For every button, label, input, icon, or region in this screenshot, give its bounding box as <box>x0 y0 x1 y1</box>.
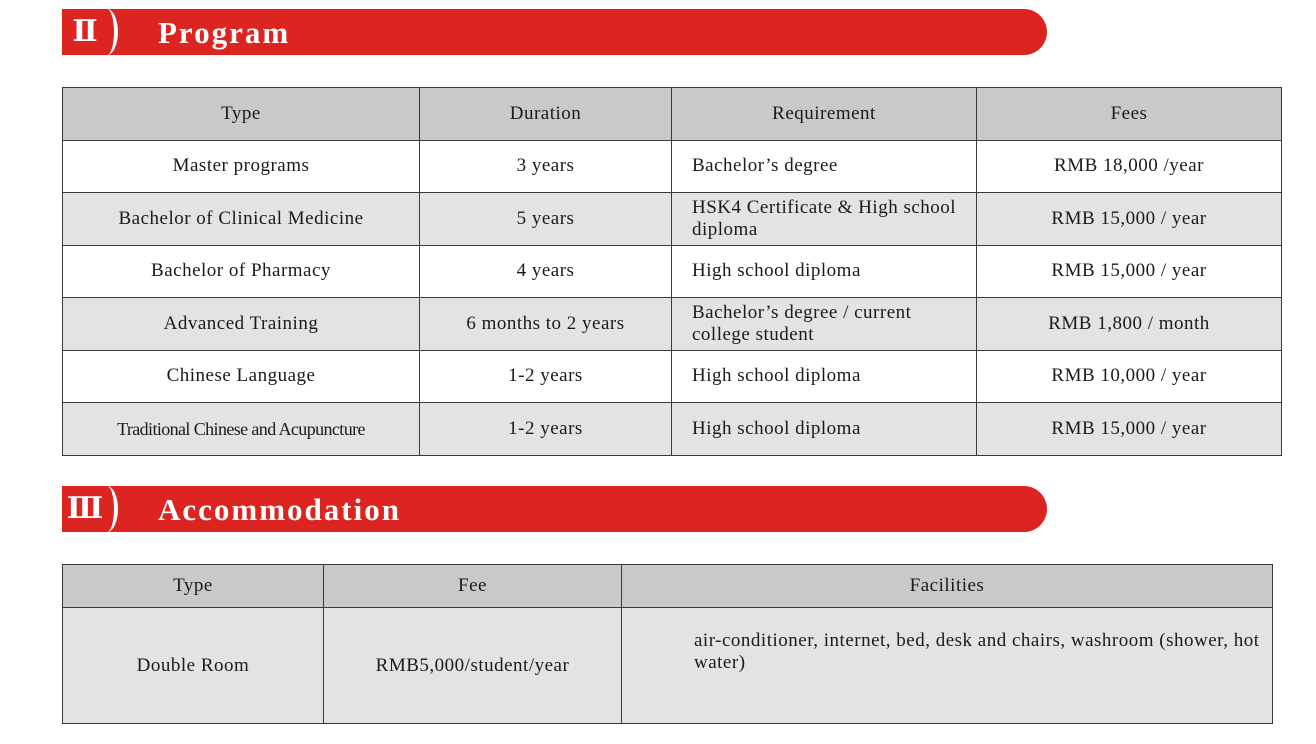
accommodation-table-header-row <box>63 565 1273 608</box>
program-type: Chinese Language <box>63 350 420 403</box>
program-type: Bachelor of Pharmacy <box>63 245 420 298</box>
table-row <box>63 298 1282 351</box>
accommodation-table <box>62 564 1273 724</box>
program-table <box>62 87 1282 456</box>
program-fees: RMB 1,800 / month <box>977 298 1282 351</box>
program-fees: RMB 18,000 /year <box>977 140 1282 193</box>
accommodation-header-fee: Fee <box>324 565 622 608</box>
program-requirement: Bachelor’s degree <box>672 140 977 193</box>
table-row <box>63 193 1282 246</box>
accommodation-type: Double Room <box>63 608 324 724</box>
accommodation-section-title: Accommodation <box>158 492 401 527</box>
program-duration: 5 years <box>420 193 672 246</box>
program-requirement: HSK4 Certificate & High school diploma <box>672 193 977 246</box>
program-requirement: High school diploma <box>672 245 977 298</box>
accommodation-numeral-ring-icon <box>96 486 118 532</box>
accommodation-facilities: air-conditioner, internet, bed, desk and chairs, washroom (shower, hot water) <box>622 608 1273 724</box>
table-row <box>63 350 1282 403</box>
program-header-type: Type <box>63 88 420 141</box>
program-type: Bachelor of Clinical Medicine <box>63 193 420 246</box>
table-row <box>63 245 1282 298</box>
table-row <box>63 140 1282 193</box>
program-type: Advanced Training <box>63 298 420 351</box>
accommodation-fee: RMB5,000/student/year <box>324 608 622 724</box>
table-row <box>63 403 1282 456</box>
program-section-numeral: Ⅱ <box>62 9 108 55</box>
program-fees: RMB 15,000 / year <box>977 193 1282 246</box>
program-section-header <box>62 9 1047 55</box>
program-requirement: High school diploma <box>672 350 977 403</box>
program-header-requirement: Requirement <box>672 88 977 141</box>
accommodation-section-numeral: Ⅲ <box>62 486 108 532</box>
program-numeral-ring-icon <box>96 9 118 55</box>
program-header-fees: Fees <box>977 88 1282 141</box>
program-duration: 1-2 years <box>420 403 672 456</box>
program-requirement: High school diploma <box>672 403 977 456</box>
program-table-header-row <box>63 88 1282 141</box>
program-requirement: Bachelor’s degree / current college student <box>672 298 977 351</box>
accommodation-header-facilities: Facilities <box>622 565 1273 608</box>
accommodation-header-type: Type <box>63 565 324 608</box>
program-type: Master programs <box>63 140 420 193</box>
program-section-title: Program <box>158 15 291 50</box>
program-duration: 1-2 years <box>420 350 672 403</box>
program-fees: RMB 15,000 / year <box>977 245 1282 298</box>
program-fees: RMB 15,000 / year <box>977 403 1282 456</box>
program-type: Traditional Chinese and Acupuncture <box>63 403 420 456</box>
table-row <box>63 608 1273 724</box>
program-fees: RMB 10,000 / year <box>977 350 1282 403</box>
program-header-duration: Duration <box>420 88 672 141</box>
program-duration: 6 months to 2 years <box>420 298 672 351</box>
program-duration: 4 years <box>420 245 672 298</box>
program-duration: 3 years <box>420 140 672 193</box>
accommodation-section-header <box>62 486 1047 532</box>
